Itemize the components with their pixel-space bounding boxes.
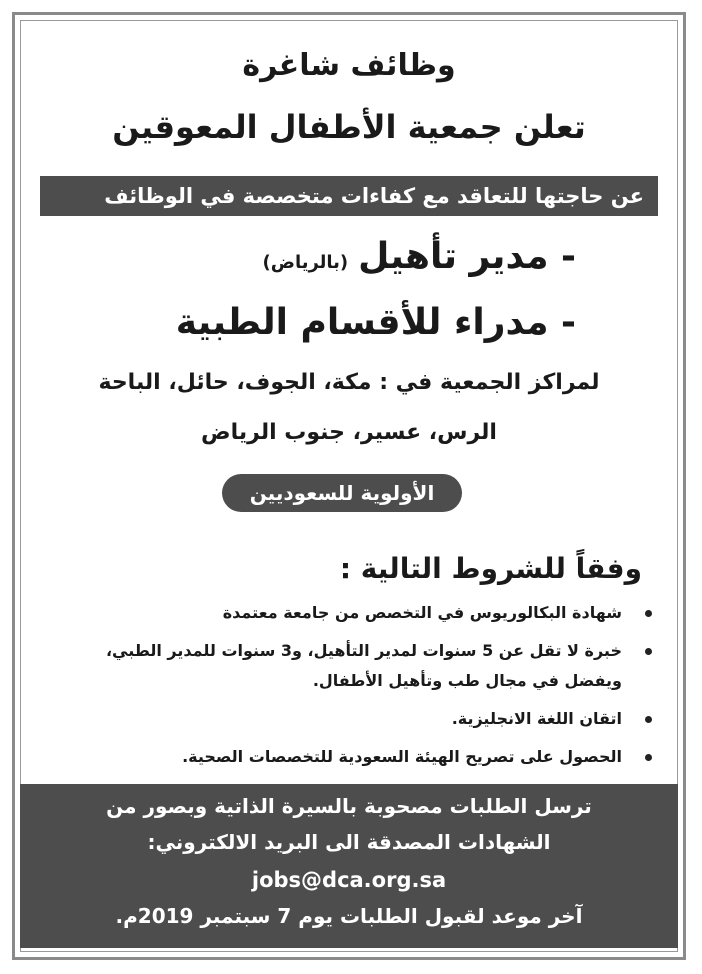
- application-instructions: ترسل الطلبات مصحوبة بالسيرة الذاتية وبصور من: [106, 794, 592, 818]
- bullet-icon: [645, 648, 652, 655]
- application-deadline: آخر موعد لقبول الطلبات يوم 7 سبتمبر 2019م.: [115, 904, 583, 928]
- ad-title: وظائف شاغرة: [242, 48, 456, 83]
- intro-banner: عن حاجتها للتعاقد مع كفاءات متخصصة في الوظائف التالية:: [40, 176, 658, 216]
- centers-line-1: لمراكز الجمعية في : مكة، الجوف، حائل، الباحة: [98, 370, 600, 395]
- position-location-note: (بالرياض): [262, 252, 349, 273]
- application-email: jobs@dca.org.sa: [251, 868, 447, 892]
- condition-text: شهادة البكالوريوس في التخصص من جامعة معتمدة: [222, 603, 622, 622]
- bullet-icon: [645, 716, 652, 723]
- condition-item: [52, 742, 652, 772]
- position-medical-managers: [176, 302, 576, 343]
- position-title: - مدراء للأقسام الطبية: [175, 302, 576, 343]
- bullet-icon: [645, 610, 652, 617]
- announcer-line: تعلن جمعية الأطفال المعوقين: [112, 108, 586, 146]
- condition-item: [52, 704, 652, 734]
- position-title: - مدير تأهيل: [358, 236, 576, 277]
- condition-item: [52, 598, 652, 628]
- condition-item: [52, 636, 652, 696]
- priority-badge: الأولوية للسعوديين: [222, 474, 462, 512]
- condition-text-continued: ويفضل في مجال طب وتأهيل الأطفال.: [312, 671, 622, 690]
- bullet-icon: [645, 754, 652, 761]
- condition-text: اتقان اللغة الانجليزية.: [451, 709, 622, 728]
- job-advertisement: [24, 24, 674, 948]
- condition-text: خبرة لا تقل عن 5 سنوات لمدير التأهيل، و3 سنوات للمدير الطبي،: [105, 641, 622, 660]
- application-panel: [20, 784, 678, 948]
- centers-line-2: الرس، عسير، جنوب الرياض: [201, 420, 497, 445]
- condition-text: الحصول على تصريح الهيئة السعودية للتخصصات الصحية.: [182, 747, 622, 766]
- conditions-title: وفقاً للشروط التالية :: [339, 552, 642, 585]
- conditions-list: [52, 598, 652, 780]
- application-instructions-continued: الشهادات المصدقة الى البريد الالكتروني:: [147, 830, 551, 854]
- position-rehab-manager: [263, 236, 577, 277]
